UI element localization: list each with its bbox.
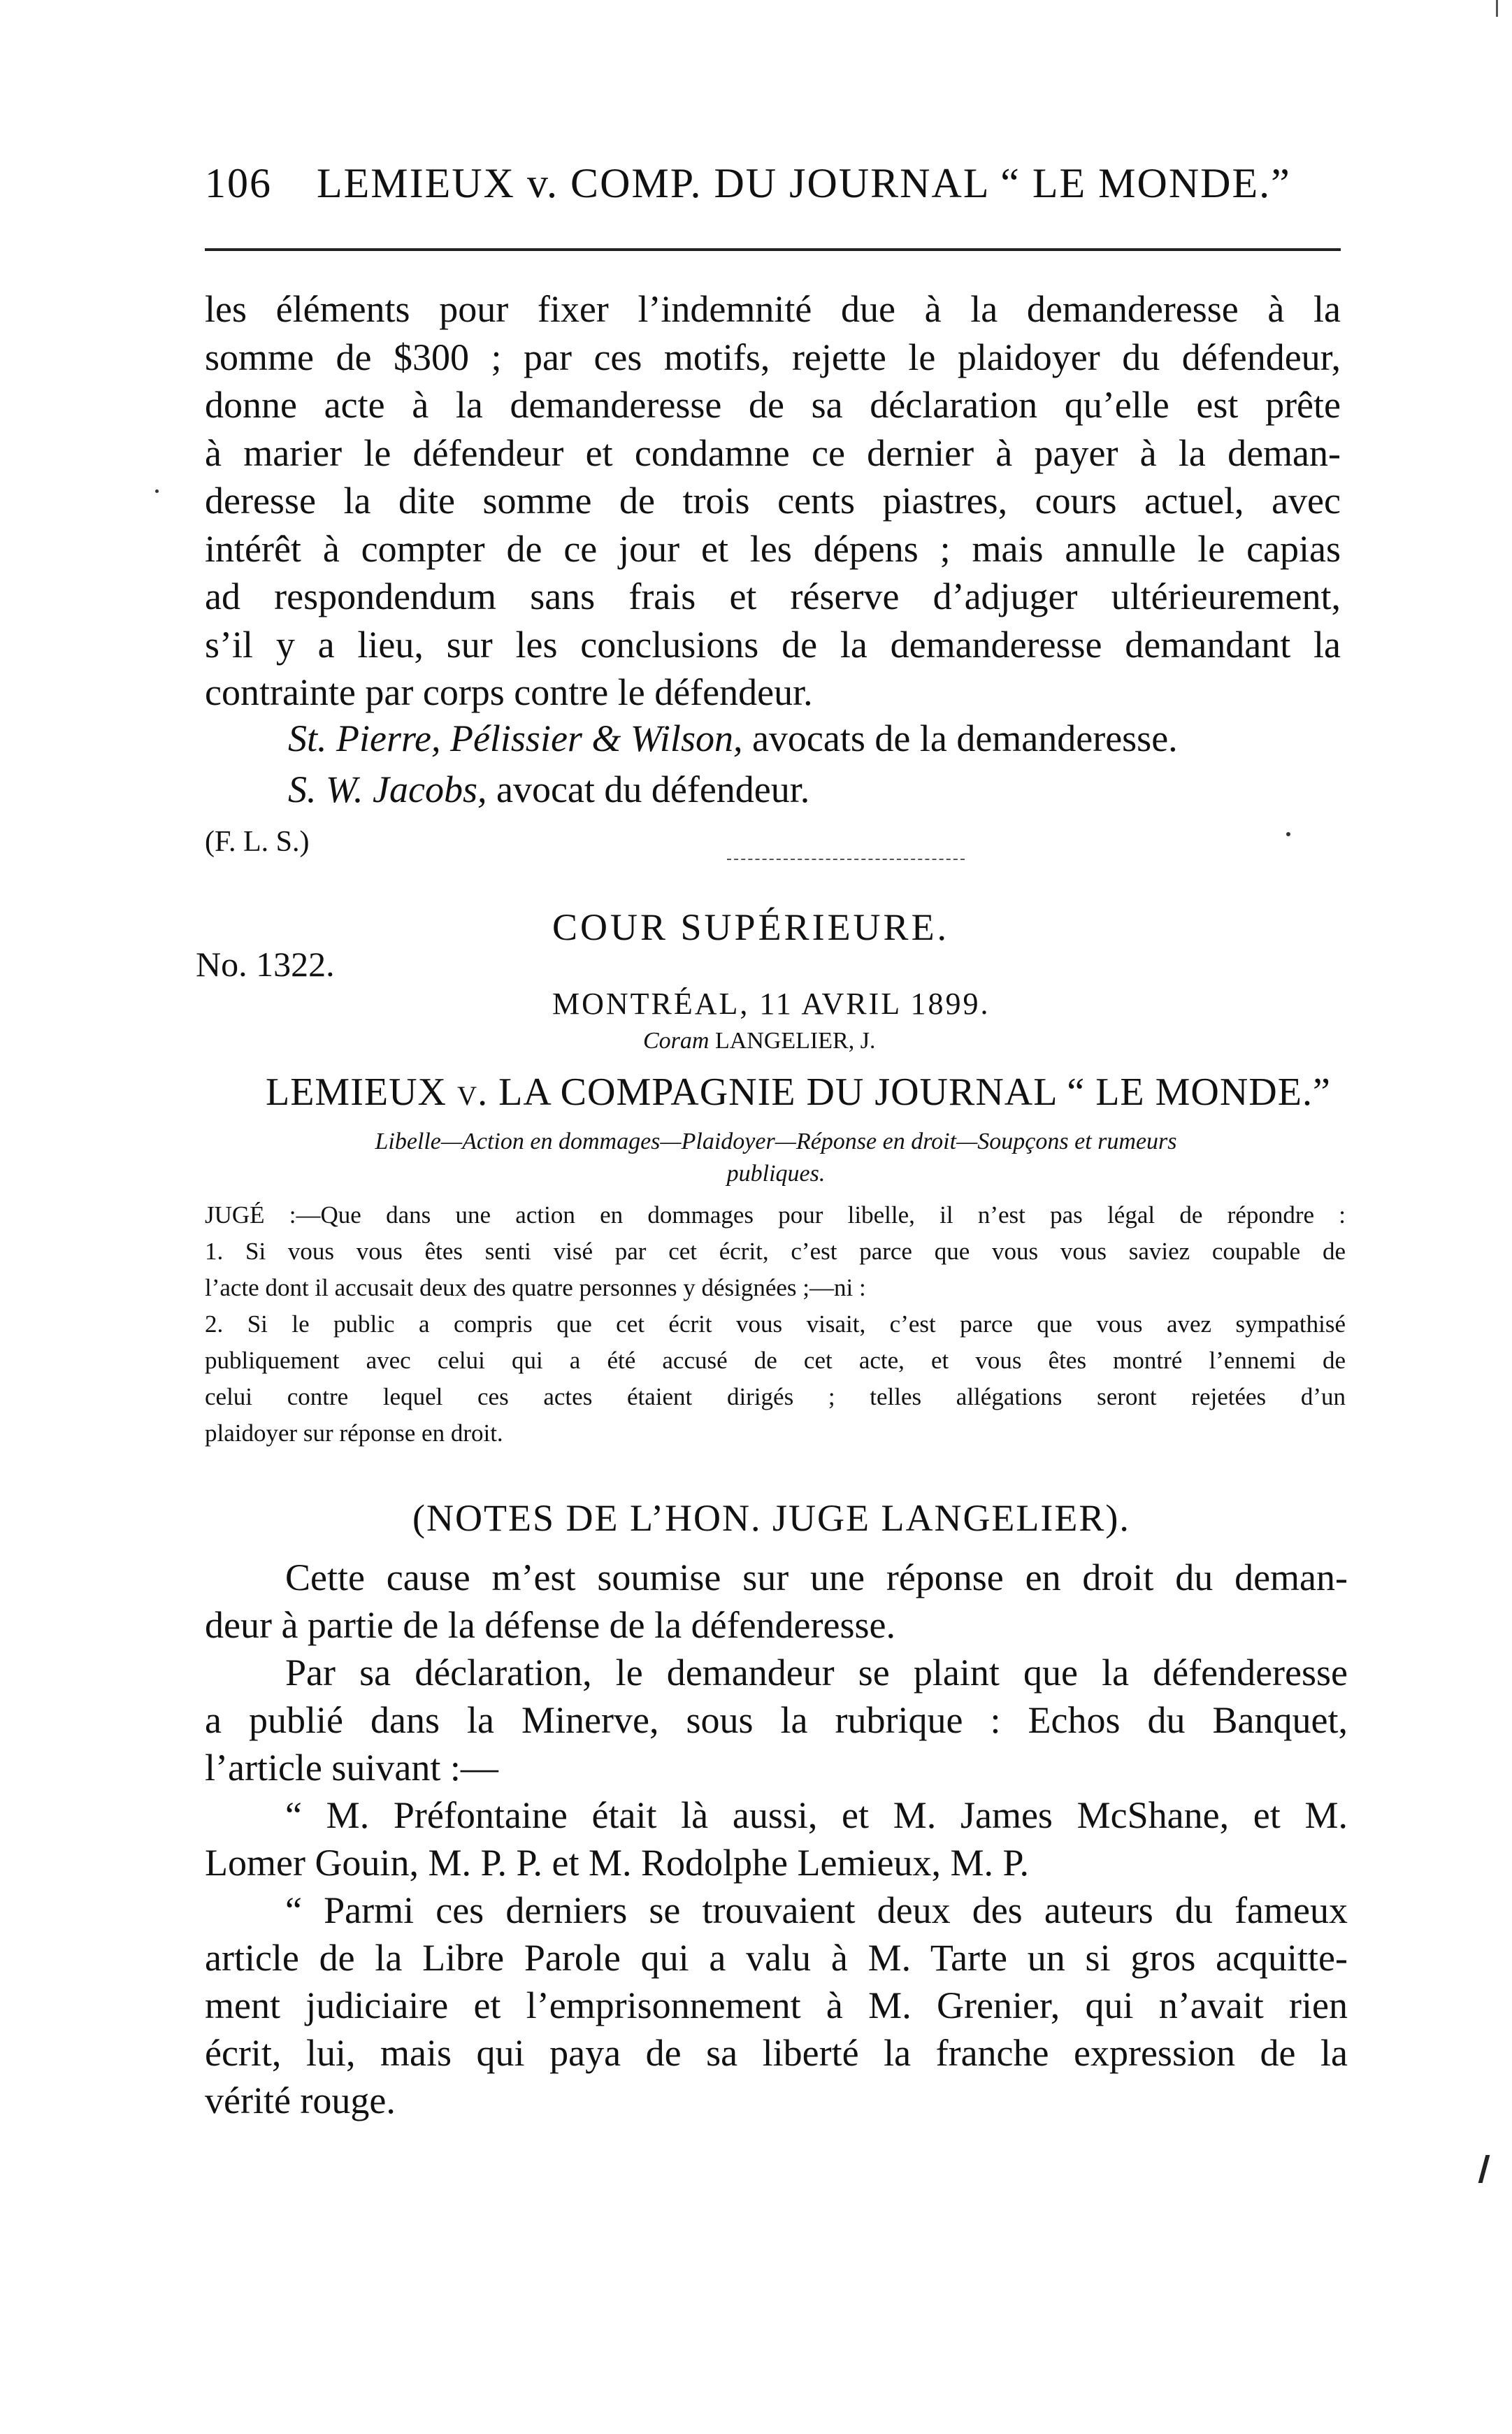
plaintiff-counsel (288, 717, 1178, 760)
notes-line: vérité rouge. (205, 2079, 396, 2121)
keywords-line: Libelle—Action en dommages—Plaidoyer—Réponse en droit—Soupçons et rumeurs (375, 1129, 1177, 1154)
defendant-counsel-names: S. W. Jacobs, (288, 768, 487, 810)
text-line: deresse la dite somme de trois cents piastres, cours actuel, avec (205, 480, 1341, 522)
notes-heading: (NOTES DE L’HON. JUGE LANGELIER). (412, 1497, 1130, 1539)
running-title: LEMIEUX v. COMP. DU JOURNAL “ LE MONDE.” (317, 160, 1291, 206)
headnote-line: publiquement avec celui qui a été accusé de cet acte, et vous êtes montré l’ennemi de (205, 1347, 1346, 1374)
text-line: intérêt à compter de ce jour et les dépens ; mais annulle le capias (205, 527, 1341, 570)
plaintiff-counsel-role: avocats de la demanderesse. (751, 717, 1178, 759)
text-line: s’il y a lieu, sur les conclusions de la demanderesse demandant la (205, 623, 1341, 666)
print-dot (1286, 832, 1290, 836)
print-dot (155, 489, 159, 493)
court-name: COUR SUPÉRIEURE. (552, 906, 950, 948)
plaintiff-counsel-names: St. Pierre, Pélissier & Wilson, (288, 717, 743, 759)
defendant-counsel (288, 768, 809, 811)
page-number: 106 (205, 160, 272, 206)
text-line: somme de $300 ; par ces motifs, rejette le plaidoyer du défendeur, (205, 336, 1341, 378)
coram-label: Coram (643, 1028, 710, 1054)
judgment-paragraph (205, 285, 1341, 717)
case-title: LEMIEUX v. LA COMPAGNIE DU JOURNAL “ LE MONDE.” (266, 1071, 1331, 1114)
headnote-line: 1. Si vous vous êtes senti visé par cet écrit, c’est parce que vous vous saviez coupable de (205, 1238, 1346, 1265)
headnote-line: l’acte dont il accusait deux des quatre personnes y désignées ;—ni : (205, 1274, 866, 1301)
keywords-line: publiques. (726, 1161, 826, 1187)
case-number: No. 1322. (196, 945, 335, 984)
headnote-line: celui contre lequel ces actes étaient dirigés ; telles allégations seront rejetées d’un (205, 1383, 1346, 1410)
headnote (205, 1197, 1346, 1452)
notes-line: deur à partie de la défense de la défenderesse. (205, 1604, 895, 1646)
margin-mark (1478, 2155, 1490, 2183)
text-line: ad respondendum sans frais et réserve d’adjuger ultérieurement, (205, 575, 1341, 617)
headnote-line: JUGÉ :—Que dans une action en dommages pour libelle, il n’est pas légal de répondre : (205, 1201, 1346, 1229)
notes-line: Par sa déclaration, le demandeur se plaint que la défenderesse (285, 1652, 1348, 1694)
text-line: à marier le défendeur et condamne ce dernier à payer à la deman- (205, 431, 1341, 474)
notes-line: “ M. Préfontaine était là aussi, et M. James McShane, et M. (285, 1794, 1348, 1836)
coram-judge: LANGELIER, J. (714, 1028, 876, 1054)
notes-line: Lomer Gouin, M. P. P. et M. Rodolphe Lemieux, M. P. (205, 1842, 1030, 1884)
coram (643, 1028, 875, 1054)
notes-line: article de la Libre Parole qui a valu à M. Tarte un si gros acquitte- (205, 1937, 1348, 1979)
notes-line: Cette cause m’est soumise sur une réponse en droit du deman- (285, 1556, 1348, 1598)
running-header (205, 159, 1335, 222)
header-rule (205, 248, 1341, 251)
headnote-line: plaidoyer sur réponse en droit. (205, 1419, 503, 1447)
notes-line: ment judiciaire et l’emprisonnement à M. Grenier, qui n’avait rien (205, 1984, 1348, 2026)
text-line: les éléments pour fixer l’indemnité due à la demanderesse à la (205, 288, 1341, 330)
defendant-counsel-role: avocat du défendeur. (496, 768, 810, 810)
case-keywords (206, 1126, 1346, 1190)
reporter-initials: (F. L. S.) (205, 826, 310, 858)
notes-line: a publié dans la Minerve, sous la rubrique : Echos du Banquet, (205, 1699, 1348, 1741)
text-line: contrainte par corps contre le défendeur. (205, 671, 813, 713)
notes-body (205, 1554, 1348, 2124)
case-place-date: MONTRÉAL, 11 AVRIL 1899. (552, 987, 991, 1021)
section-divider (727, 859, 965, 860)
notes-line: écrit, lui, mais qui paya de sa liberté la franche expression de la (205, 2032, 1348, 2074)
notes-line: l’article suivant :— (205, 1747, 498, 1789)
text-line: donne acte à la demanderesse de sa déclaration qu’elle est prête (205, 384, 1341, 426)
headnote-line: 2. Si le public a compris que cet écrit vous visait, c’est parce que vous avez sympathisé (205, 1310, 1346, 1338)
notes-line: “ Parmi ces derniers se trouvaient deux des auteurs du fameux (285, 1889, 1348, 1931)
print-mark (1496, 0, 1498, 17)
